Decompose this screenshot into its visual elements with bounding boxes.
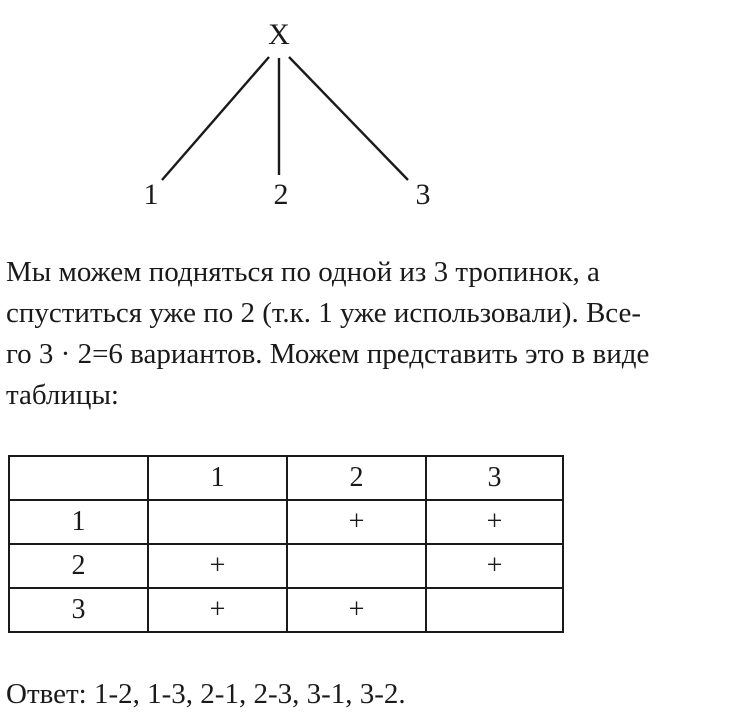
paragraph-line: таблицы: <box>6 379 119 411</box>
paragraph-line: Мы можем подняться по одной из 3 тропинок, а <box>6 256 600 288</box>
tree-edge-right <box>289 57 408 180</box>
table-row <box>9 500 563 544</box>
paragraph-line: спуститься уже по 2 (т.к. 1 уже использовали). Все- <box>6 297 642 329</box>
table-cell: + <box>148 588 287 632</box>
table-cell <box>148 500 287 544</box>
answer-line: Ответ: 1-2, 1-3, 2-1, 2-3, 3-1, 3-2. <box>6 678 406 710</box>
table-header-row <box>9 456 563 500</box>
tree-leaf-label-2: 2 <box>273 178 289 211</box>
tree-leaf-label-1: 1 <box>143 178 159 211</box>
tree-edge-left <box>162 57 269 180</box>
row-header: 2 <box>9 544 148 588</box>
table-cell: + <box>287 588 426 632</box>
paragraph-line: го 3 · 2=6 вариантов. Можем представить это в виде <box>6 338 650 370</box>
tree-leaf-label-3: 3 <box>415 178 431 211</box>
tree-root-label: X <box>268 18 290 51</box>
table-row <box>9 588 563 632</box>
combinations-table <box>8 455 564 633</box>
table-cell <box>287 544 426 588</box>
table-cell: + <box>426 544 563 588</box>
table-cell: + <box>287 500 426 544</box>
table-corner-cell <box>9 456 148 500</box>
column-header: 3 <box>426 456 563 500</box>
explanation-paragraph <box>6 252 745 416</box>
table-row <box>9 544 563 588</box>
column-header: 2 <box>287 456 426 500</box>
row-header: 3 <box>9 588 148 632</box>
table-cell <box>426 588 563 632</box>
table-cell: + <box>148 544 287 588</box>
table-cell: + <box>426 500 563 544</box>
column-header: 1 <box>148 456 287 500</box>
row-header: 1 <box>9 500 148 544</box>
path-tree-diagram <box>0 0 745 230</box>
